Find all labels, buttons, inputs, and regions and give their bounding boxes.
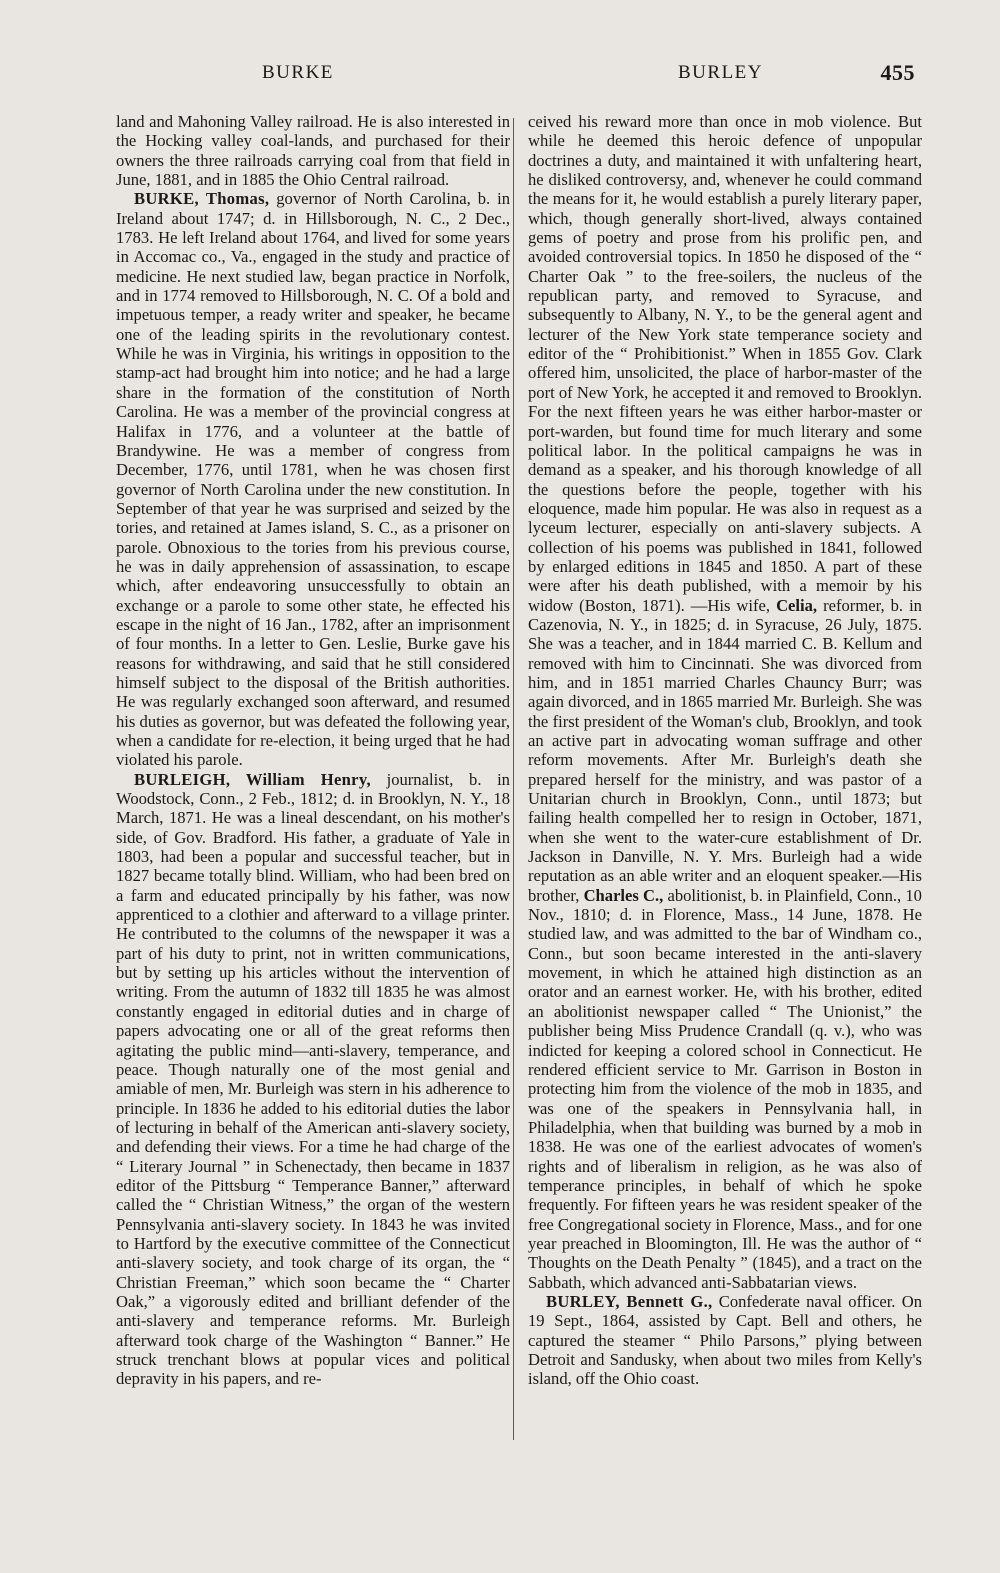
right-column — [528, 112, 922, 1389]
entry-text-burke: governor of North Carolina, b. in Ireland about 1747; d. in Hillsborough, N. C., 2 Dec., 1783. He left Ireland about 1764, and lived for some years in Accomac co., Va., engaged in the study and practice of medicine. He next studied law, began practice in Norfolk, and in 1774 removed to Hillsborough, N. C. Of a bold and impetuous temper, a ready writer and speaker, he became one of the leading spirits in the revolutionary contest. While he was in Virginia, his writings in opposition to the stamp-act had brought him into notice; and he had a large share in the formation of the constitution of North Carolina. He was a member of the provincial congress at Halifax in 1776, and a volunteer at the battle of Brandywine. He was a member of congress from December, 1776, until 1781, when he was chosen first governor of North Carolina under the new constitution. In September of that year he was surprised and seized by the tories, and retained at James island, S. C., as a prisoner on parole. Obnoxious to the tories from his previous course, he was in daily apprehension of assassination, to escape which, after endeavoring unsuccessfully to obtain an exchange or a parole to some other state, he effected his escape in the night of 16 Jan., 1782, after an imprisonment of four months. In a letter to Gen. Leslie, Burke gave his reasons for withdrawing, and said that he still considered himself subject to the disposal of the British authorities. He was regularly exchanged soon afterward, and resumed his duties as governor, but was defeated the following year, when a candidate for re-election, it being urged that he had violated his parole. — [116, 189, 510, 770]
continued-text-c: abolitionist, b. in Plainfield, Conn., 10 Nov., 1810; d. in Florence, Mass., 14 June, 1878. He studied law, and was admitted to the bar of Windham co., Conn., but soon became interested in the anti-slavery movement, in which he attained high distinction as an orator and an earnest worker. He, with his brother, edited an abolitionist newspaper called “ The Unionist,” the publisher being Miss Prudence Crandall (q. v.), who was indicted for keeping a colored school in Connecticut. He rendered efficient service to Mr. Garrison in Boston in protecting him from the violence of the mob in 1835, and was one of the speakers in Pennsylvania hall, in Philadelphia, when that building was burned by a mob in 1838. He was one of the earliest advocates of women's rights and of liberalism in religion, as he was also of temperance principles, in behalf of which he spoke frequently. For fifteen years he was resident speaker of the free Congregational society in Florence, Mass., and for one year preached in Bloomington, Ill. He was the author of “ Thoughts on the Death Penalty ” (1845), and a tract on the Sabbath, which advanced anti-Sabbatarian views. — [528, 885, 922, 1292]
continued-text: land and Mahoning Valley railroad. He is also interested in the Hocking valley coal-lands, and purchased for their owners the three railroads carrying coal from that field in June, 1881, and in 1885 the Ohio Central railroad. — [116, 112, 510, 190]
continued-entry-burleigh — [528, 112, 922, 1292]
continued-paragraph — [116, 112, 510, 189]
continued-text-a: ceived his reward more than once in mob violence. But while he deemed this heroic defence of unpopular doctrines a duty, and maintained it with unfaltering heart, he disliked controversy, and, whenever he could command the means for it, he would establish a purely literary paper, which, though generally short-lived, always contained gems of poetry and prose from his prolific pen, and avoided controversial topics. In 1850 he disposed of the “ Charter Oak ” to the free-soilers, the nucleus of the republican party, and removed to Syracuse, and subsequently to Albany, N. Y., to be the general agent and lecturer of the New York state temperance society and editor of the “ Prohibitionist.” When in 1855 Gov. Clark offered him, unsolicited, the place of harbor-master of the port of New York, he accepted it and removed to Brooklyn. For the next fifteen years he was either harbor-master or port-warden, but found time for much literary and some political labor. In the political campaigns he was in demand as a speaker, and his thorough knowledge of all the questions before the people, together with his eloquence, made him popular. He was also in request as a lyceum lecturer, especially on anti-slavery subjects. A collection of his poems was published in 1841, followed by enlarged editions in 1845 and 1850. A part of these were after his death published, with a memoir by his widow (Boston, 1871). —His wife, — [528, 112, 923, 615]
column-divider — [513, 118, 514, 1440]
continued-text-b: reformer, b. in Cazenovia, N. Y., in 1825; d. in Syracuse, 26 July, 1875. She was a teacher, and in 1844 married C. B. Kellum and removed with him to Cincinnati. She was divorced from him, and in 1851 married Charles Chauncy Burr; was again divorced, and in 1865 married Mr. Burleigh. She was the first president of the Woman's club, Brooklyn, and took an active part in advocating woman suffrage and other reform movements. After Mr. Burleigh's death she prepared herself for the ministry, and was pastor of a Unitarian church in Brooklyn, Conn., until 1873; but failing health compelled her to resign in October, 1871, when she went to the water-cure establishment of Dr. Jackson in Danville, N. Y. Mrs. Burleigh had a wide reputation as an able writer and an eloquent speaker.—His brother, — [528, 595, 922, 905]
entry-burleigh-william — [116, 770, 510, 1389]
headword-burleigh: BURLEIGH, William Henry, — [134, 769, 371, 789]
headword-burke: BURKE, Thomas, — [134, 189, 270, 209]
page-number: 455 — [880, 60, 915, 85]
entry-text-burley: Confederate naval officer. On 19 Sept., 1864, assisted by Capt. Bell and others, he captured the steamer “ Philo Parsons,” plying between Detroit and Sandusky, when about two miles from Kelly's island, off the Ohio coast. — [528, 1291, 922, 1389]
entry-burley-bennett — [528, 1292, 922, 1389]
entry-text-burleigh: journalist, b. in Woodstock, Conn., 2 Feb., 1812; d. in Brooklyn, N. Y., 18 March, 1871. He was a lineal descendant, on his mother's side, of Gov. Bradford. His father, a graduate of Yale in 1803, had been a popular and successful teacher, but in 1827 became totally blind. William, who had been bred on a farm and educated principally by his father, was now apprenticed to a clothier and afterward to a village printer. He contributed to the columns of the newspaper it was a part of his duty to print, not in written communications, but by setting up his articles without the intervention of writing. From the autumn of 1832 till 1835 he was almost constantly engaged in editorial duties and in charge of papers advocating one or all of the great reforms then agitating the public mind—anti-slavery, temperance, and peace. Though naturally one of the most genial and amiable of men, Mr. Burleigh was stern in his adherence to principle. In 1836 he added to his editorial duties the labor of lecturing in behalf of the American anti-slavery society, and defending their views. For a time he had charge of the “ Literary Journal ” in Schenectady, then became in 1837 editor of the Pittsburg “ Temperance Banner,” afterward called the “ Christian Witness,” the organ of the western Pennsylvania anti-slavery society. In 1843 he was invited to Hartford by the executive committee of the Connecticut anti-slavery society, and took charge of its organ, the “ Christian Freeman,” which soon became the “ Charter Oak,” a vigorously edited and brilliant defender of the anti-slavery and temperance reforms. Mr. Burleigh afterward took charge of the Washington “ Banner.” He struck trenchant blows at popular vices and political depravity in his papers, and re- — [116, 769, 510, 1389]
running-head-center: BURLEY — [678, 62, 763, 83]
left-column — [116, 112, 510, 1389]
subentry-name-charles: Charles C., — [583, 885, 664, 905]
entry-burke-thomas — [116, 189, 510, 769]
subentry-name-celia: Celia, — [776, 595, 818, 615]
running-head-left: BURKE — [262, 62, 334, 83]
headword-burley: BURLEY, Bennett G., — [546, 1291, 713, 1311]
